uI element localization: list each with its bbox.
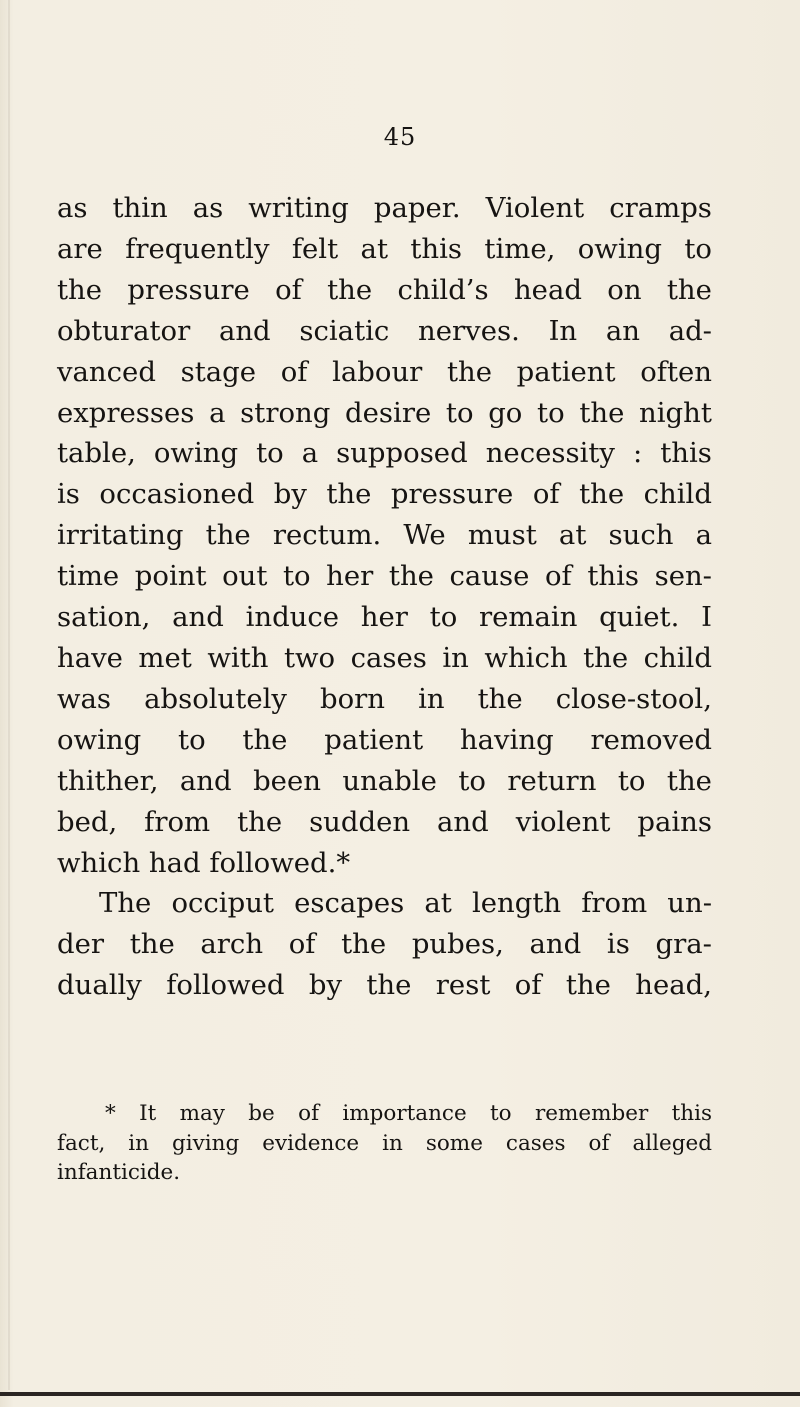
word: cases [505,1130,566,1156]
word: may [179,1101,225,1126]
word: pressure [390,478,514,511]
word: sciatic [299,314,390,347]
word: un- [667,887,712,920]
word: pains [637,805,712,838]
text-line [57,679,712,720]
word: been [253,764,321,797]
word: head [513,273,582,306]
word: necessity [485,437,615,470]
word: close-stool, [555,682,712,715]
word: the [666,764,712,797]
word: child [643,478,712,511]
word: The [99,887,152,920]
text-line [57,433,712,474]
word: the [565,969,611,1002]
word: supposed [336,437,468,470]
word: thither, [57,764,159,797]
word: occiput [171,887,274,920]
footnote-line [57,1129,712,1159]
word: this [587,560,639,593]
word: quiet. [599,601,680,634]
word: the [205,519,251,552]
word: alleged [632,1130,712,1156]
word: pubes, [411,928,504,961]
word: followed [166,969,285,1002]
word: her [326,560,374,593]
word: fact, [57,1130,106,1156]
word: had [148,846,210,879]
word: the [388,560,434,593]
word: pressure [127,273,250,306]
word: this [660,437,712,470]
word: two [283,641,336,674]
text-line [57,761,712,802]
word: born [319,682,386,715]
word: giving [172,1130,240,1156]
word: head, [635,969,712,1002]
word: It [139,1101,157,1126]
text-line [57,924,712,965]
word: in [442,641,469,674]
word: at [558,519,587,552]
word: from [581,887,648,920]
text-line [57,188,712,229]
word: the [666,273,712,306]
word: der [57,928,105,961]
word: the [446,355,493,388]
word: rectum. [272,519,382,552]
word: the [327,273,373,306]
word: and [172,601,224,634]
page-gutter-shadow [8,0,10,1390]
word: to [458,764,486,797]
word: her [360,601,408,634]
word: labour [332,355,423,388]
word: and [218,314,271,347]
word: return [507,764,597,797]
word: from [144,805,211,838]
word: to [178,723,206,756]
word: is [606,928,630,961]
word: the [341,928,387,961]
word: thin [112,192,168,224]
footnote-line [57,1099,712,1129]
word: some [425,1130,483,1156]
word: the [237,805,283,838]
word: which [484,641,568,674]
word: obturator [57,314,191,347]
text-line [57,597,712,638]
word: the [129,928,175,961]
word: irritating [57,519,184,552]
word: rest [435,969,491,1002]
word: to [282,560,311,593]
text-line [57,311,712,352]
word: remember [534,1101,649,1126]
word: is [57,478,80,511]
word: time [57,560,120,593]
text-line [57,270,712,311]
word: as [57,192,88,224]
word: out [222,560,268,593]
text-line [57,515,712,556]
word: cramps [609,192,712,224]
word: the [242,723,288,756]
word: of [298,1101,320,1126]
word: child’s [397,273,489,306]
word: of [532,478,560,511]
word: strong [240,396,331,429]
word: and [179,764,232,797]
word: a [301,437,319,470]
word: of [545,560,572,593]
word: time, [484,232,556,265]
word: sudden [309,805,411,838]
word: a [695,519,712,552]
word: unable [342,764,437,797]
word: this [671,1101,712,1126]
word: induce [245,601,340,634]
word: of [280,355,308,388]
word: dually [57,969,142,1002]
text-line [57,802,712,843]
text-line [57,965,712,1006]
word: with [207,641,269,674]
word: escapes [294,887,405,920]
word: absolutely [144,682,287,715]
text-line [57,393,712,434]
word: stage [180,355,257,388]
text-line [57,229,712,270]
word: at [424,887,452,920]
word: bed, [57,805,118,838]
word: are [57,232,103,265]
text-line [57,474,712,515]
word: by [273,478,307,511]
text-line [57,843,712,884]
footnote [57,1099,712,1188]
word: and [529,928,582,961]
word: often [640,355,712,388]
word: expresses [57,396,195,429]
page-bottom-edge [0,1392,800,1396]
word: infanticide. [57,1160,181,1185]
word: paper. [373,192,461,224]
word: cases [350,641,427,674]
word: removed [590,723,712,756]
word: * [105,1101,116,1126]
word: the [579,478,625,511]
word: child [643,641,712,674]
word: : [632,437,643,470]
word: writing [248,192,349,224]
word: this [410,232,463,265]
word: sation, [57,601,151,634]
word: the [57,273,103,306]
word: the [366,969,412,1002]
word: met [138,641,192,674]
footnote-line [57,1158,712,1188]
word: to [490,1101,512,1126]
word: arch [200,928,264,961]
word: of [288,928,316,961]
word: In [548,314,578,347]
word: the [583,641,629,674]
word: vanced [57,355,156,388]
word: night [639,396,712,429]
word: point [134,560,207,593]
word: of [588,1130,610,1156]
word: go [488,396,523,429]
word: a [209,396,226,429]
word: the [326,478,372,511]
word: gra- [655,928,712,961]
text-line [57,720,712,761]
word: as [192,192,224,224]
text-line [57,352,712,393]
word: patient [324,723,424,756]
page-number: 45 [383,123,417,151]
word: of [514,969,542,1002]
word: have [57,641,123,674]
word: in [128,1130,150,1156]
word: importance [342,1101,467,1126]
word: and [437,805,489,838]
word: at [360,232,388,265]
word: table, [57,437,136,470]
word: occasioned [99,478,255,511]
word: in [418,682,445,715]
word: to [684,232,712,265]
word: cause [449,560,530,593]
text-line [57,883,712,924]
word: was [57,682,112,715]
word: such [608,519,674,552]
word: to [617,764,646,797]
word: to [445,396,474,429]
body-text [57,188,712,1006]
word: sen- [654,560,712,593]
word: patient [516,355,616,388]
word: the [477,682,523,715]
word: remain [479,601,578,634]
word: violent [515,805,611,838]
text-line [57,556,712,597]
word: in [382,1130,403,1156]
word: evidence [262,1130,360,1156]
word: owing [57,723,142,756]
word: by [308,969,343,1002]
word: which [57,846,149,879]
word: an [605,314,640,347]
word: of [275,273,302,306]
word: ad- [668,314,712,347]
word: felt [291,232,339,265]
word: owing [577,232,662,265]
word: to [537,396,565,429]
word: frequently [125,232,270,265]
word: having [459,723,554,756]
word: I [701,601,712,634]
text-line [57,638,712,679]
word: on [607,273,642,306]
word: desire [345,396,432,429]
word: followed.* [209,846,351,879]
word: owing [153,437,239,470]
word: length [471,887,562,920]
word: the [579,396,625,429]
word: be [248,1101,275,1126]
word: We [403,519,446,552]
word: must [467,519,537,552]
word: nerves. [418,314,520,347]
word: to [429,601,458,634]
word: to [256,437,284,470]
word: Violent [485,192,585,224]
